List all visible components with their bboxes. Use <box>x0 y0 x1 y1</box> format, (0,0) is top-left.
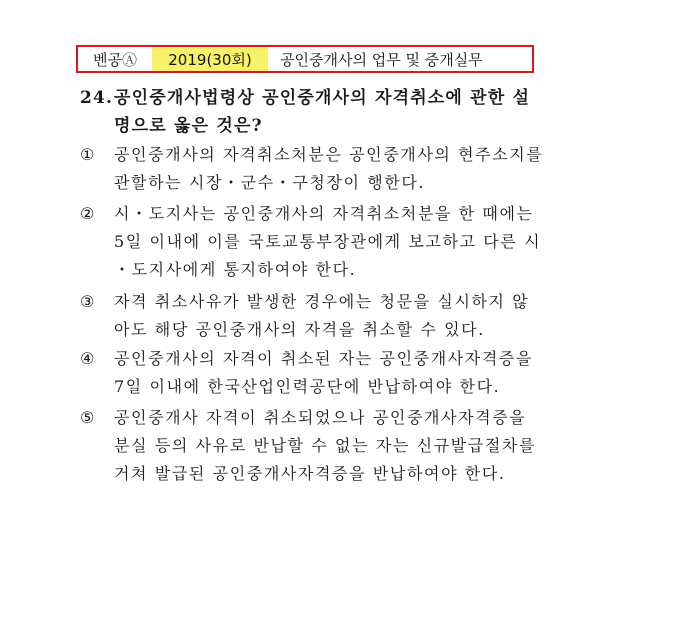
option-2-line-2: 5일 이내에 이를 국토교통부장관에게 보고하고 다른 시 <box>114 232 542 251</box>
exam-subject-label: 공인중개사의 업무 및 중개실무 <box>268 47 532 71</box>
exam-year-label: 2019(30회) <box>152 47 268 71</box>
option-2-line-1: 시・도지사는 공인중개사의 자격취소처분을 한 때에는 <box>114 204 534 223</box>
option-5-line-1: 공인중개사 자격이 취소되었으나 공인중개사자격증을 <box>114 408 527 427</box>
question-number: 24. <box>80 88 114 108</box>
question-stem-line-1: 공인중개사법령상 공인중개사의 자격취소에 관한 설 <box>114 88 531 108</box>
option-2-number: ② <box>80 204 96 223</box>
answer-option-3[interactable] <box>80 288 600 344</box>
option-3-line-1: 자격 취소사유가 발생한 경우에는 청문을 실시하지 않 <box>114 292 530 311</box>
question-stem-line-2: 명으로 옳은 것은? <box>114 116 263 136</box>
option-4-line-2: 7일 이내에 한국산업인력공단에 반납하여야 한다. <box>114 377 501 396</box>
exam-header <box>76 45 534 73</box>
option-1-line-2: 관할하는 시장・군수・구청장이 행한다. <box>114 173 426 192</box>
answer-option-4[interactable] <box>80 345 600 401</box>
option-5-line-2: 분실 등의 사유로 반납할 수 없는 자는 신규발급절차를 <box>114 436 537 455</box>
exam-source-label: 벤공Ⓐ <box>78 47 152 71</box>
answer-option-5[interactable] <box>80 404 600 488</box>
option-2-line-3: ・도지사에게 통지하여야 한다. <box>114 260 357 279</box>
option-5-line-3: 거쳐 발급된 공인중개사자격증을 반납하여야 한다. <box>114 464 506 483</box>
option-3-line-2: 아도 해당 공인중개사의 자격을 취소할 수 있다. <box>114 320 485 339</box>
answer-option-2[interactable] <box>80 200 600 284</box>
option-1-line-1: 공인중개사의 자격취소처분은 공인중개사의 현주소지를 <box>114 145 544 164</box>
answer-option-1[interactable] <box>80 141 600 197</box>
option-5-number: ⑤ <box>80 408 96 427</box>
option-1-number: ① <box>80 145 96 164</box>
question-stem <box>80 84 600 140</box>
option-4-number: ④ <box>80 349 96 368</box>
option-4-line-1: 공인중개사의 자격이 취소된 자는 공인중개사자격증을 <box>114 349 534 368</box>
option-3-number: ③ <box>80 292 96 311</box>
